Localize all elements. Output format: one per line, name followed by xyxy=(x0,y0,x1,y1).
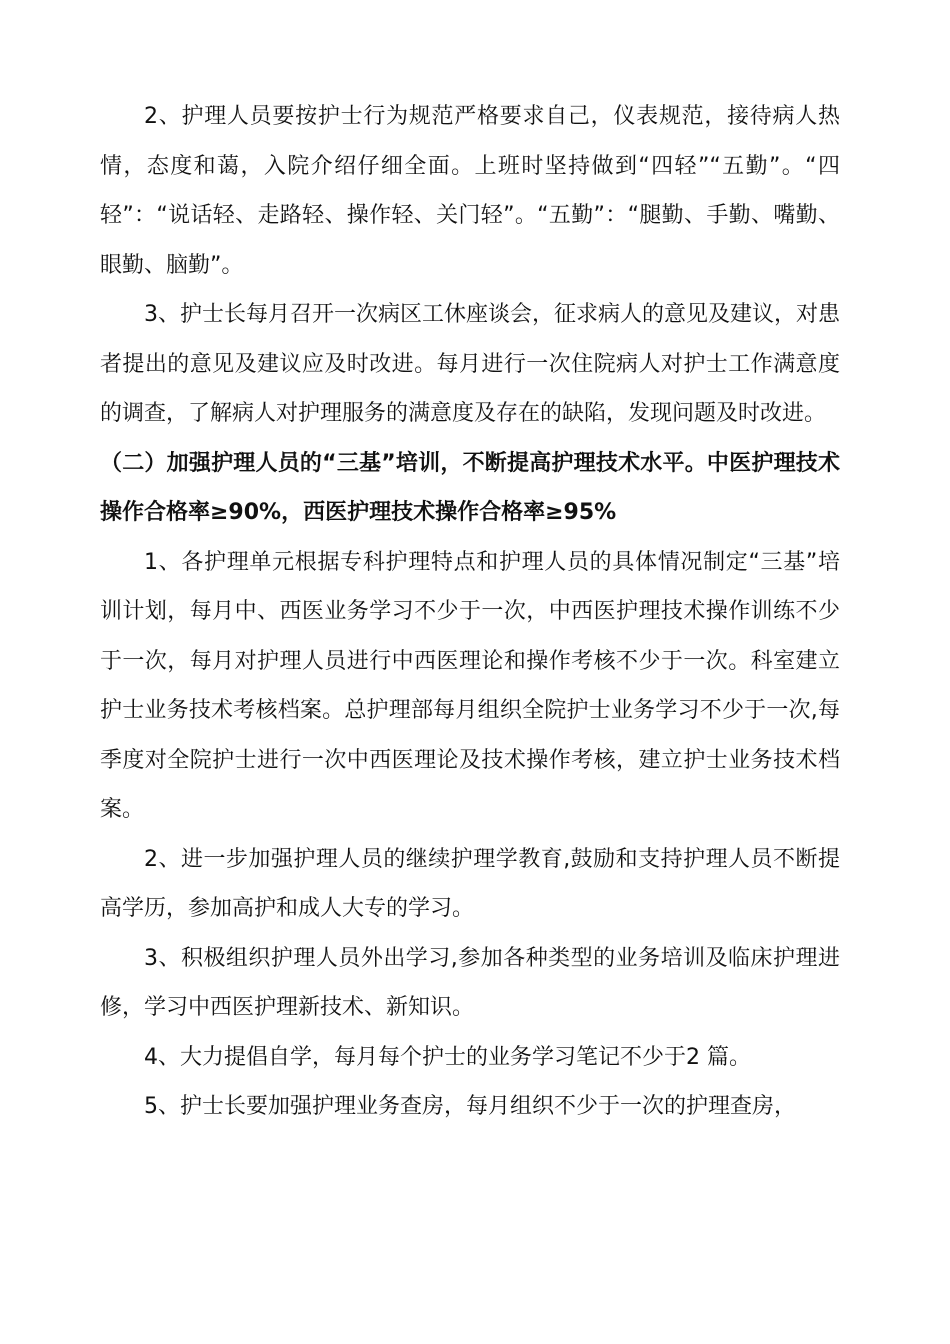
paragraph-courtesy-standards: 2、护理人员要按护士行为规范严格要求自己，仪表规范，接待病人热情，态度和蔼，入院介绍仔细全面。上班时坚持做到“四轻”“五勤”。“四轻”：“说话轻、走路轻、操作轻、关门轻”。“五勤”：“腿勤、手勤、嘴勤、眼勤、脑勤”。 xyxy=(100,104,840,278)
paragraph-external-study: 3、积极组织护理人员外出学习,参加各种类型的业务培训及临床护理进修，学习中西医护理新技术、新知识。 xyxy=(100,945,840,1020)
paragraph-ward-rounds: 5、护士长要加强护理业务查房，每月组织不少于一次的护理查房， xyxy=(144,1094,796,1119)
section-heading-training: （二）加强护理人员的“三基”培训，不断提高护理技术水平。中医护理技术操作合格率≥90%，西医护理技术操作合格率≥95% xyxy=(100,450,840,525)
paragraph-patient-feedback: 3、护士长每月召开一次病区工休座谈会，征求病人的意见及建议，对患者提出的意见及建议应及时改进。每月进行一次住院病人对护士工作满意度的调查，了解病人对护理服务的满意度及存在的缺陷，发现问题及时改进。 xyxy=(100,302,840,426)
paragraph-self-study: 4、大力提倡自学，每月每个护士的业务学习笔记不少于2 篇。 xyxy=(144,1044,751,1070)
paragraph-training-plan: 1、各护理单元根据专科护理特点和护理人员的具体情况制定“三基”培训计划，每月中、西医业务学习不少于一次，中西医护理技术操作训练不少于一次，每月对护理人员进行中西医理论和操作考核不少于一次。科室建立护士业务技术考核档案。总护理部每月组织全院护士业务学习不少于一次,每季度对全院护士进行一次中西医理论及技术操作考核，建立护士业务技术档案。 xyxy=(100,549,840,822)
paragraph-continuing-education: 2、进一步加强护理人员的继续护理学教育,鼓励和支持护理人员不断提高学历，参加高护和成人大专的学习。 xyxy=(100,846,840,921)
document-body xyxy=(100,92,840,1132)
